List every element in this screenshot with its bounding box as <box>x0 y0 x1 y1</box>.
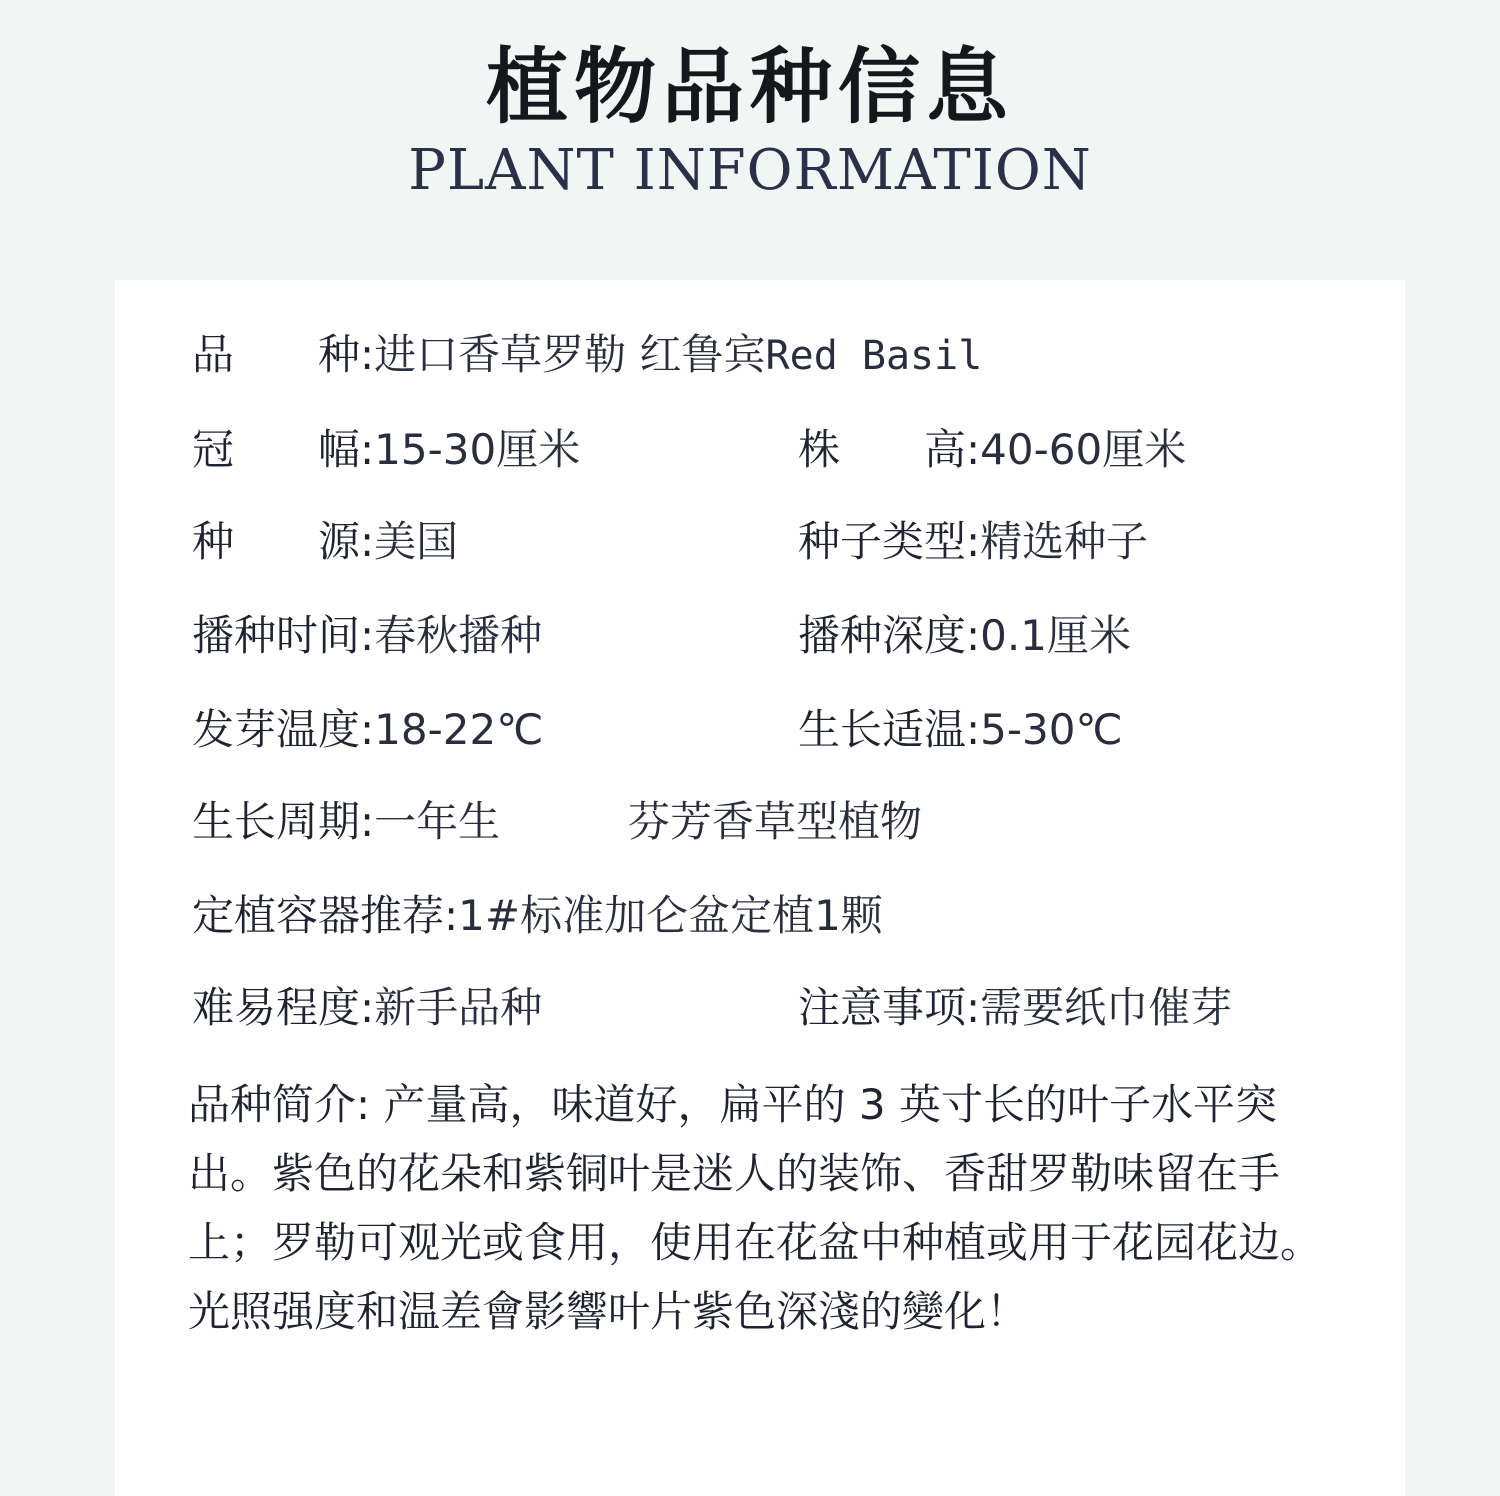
cycle-colon: : <box>360 797 375 846</box>
sowing-time-value: 春秋播种 <box>374 611 543 660</box>
variety-label: 品 种 <box>192 330 361 379</box>
intro-colon: : <box>356 1080 371 1129</box>
seed-type-label: 种子类型 <box>798 517 967 566</box>
crown-cell <box>192 420 580 480</box>
difficulty-value: 新手品种 <box>374 983 543 1032</box>
germ-temp-colon: : <box>360 705 375 754</box>
grow-temp-label: 生长适温 <box>798 705 967 754</box>
sowing-depth-label: 播种深度 <box>798 611 967 660</box>
intro-label: 品种简介 <box>188 1080 357 1129</box>
origin-value: 美国 <box>374 517 459 566</box>
variety-value-en: Red Basil <box>765 333 983 379</box>
origin-label: 种 源 <box>192 517 361 566</box>
sowing-time-label: 播种时间 <box>192 611 361 660</box>
cycle-extra: 芬芳香草型植物 <box>628 797 923 846</box>
page-subtitle: PLANT INFORMATION <box>408 138 1092 203</box>
height-label: 株 高 <box>798 425 967 474</box>
container-colon: : <box>444 891 459 940</box>
cycle-extra-cell <box>628 792 922 852</box>
variety-colon: : <box>360 330 375 379</box>
cycle-label: 生长周期 <box>192 797 361 846</box>
height-cell <box>798 420 1186 480</box>
germ-temp-value: 18-22℃ <box>374 705 544 754</box>
notes-value: 需要纸巾催芽 <box>980 983 1233 1032</box>
grow-temp-colon: : <box>966 705 981 754</box>
sowing-depth-colon: : <box>966 611 981 660</box>
grow-temp-cell <box>798 700 1123 760</box>
notes-cell <box>798 978 1232 1038</box>
grow-temp-value: 5-30℃ <box>980 705 1123 754</box>
intro-value: 产量高，味道好，扁平的 3 英寸长的叶子水平突出。紫色的花朵和紫铜叶是迷人的装饰、香甜罗勒味留在手上；罗勒可观光或食用，使用在花盆中种植或用于花园花边。光照强度和温差會影響叶片紫色深淺的變化！ <box>188 1080 1323 1336</box>
crown-value: 15-30厘米 <box>374 425 581 474</box>
crown-colon: : <box>360 425 375 474</box>
height-colon: : <box>966 425 981 474</box>
notes-colon: : <box>966 983 981 1032</box>
difficulty-cell <box>192 978 542 1038</box>
variety-value: 进口香草罗勒 红鲁宾 <box>374 330 766 379</box>
sowing-depth-value: 0.1厘米 <box>980 611 1131 660</box>
sowing-depth-cell <box>798 606 1131 666</box>
difficulty-label: 难易程度 <box>192 983 361 1032</box>
cycle-value: 一年生 <box>374 797 501 846</box>
intro-paragraph <box>188 1070 1338 1346</box>
height-value: 40-60厘米 <box>980 425 1187 474</box>
seed-type-colon: : <box>966 517 981 566</box>
germ-temp-label: 发芽温度 <box>192 705 361 754</box>
germ-temp-cell <box>192 700 543 760</box>
crown-label: 冠 幅 <box>192 425 361 474</box>
page-title: 植物品种信息 <box>485 40 1014 135</box>
origin-cell <box>192 512 458 572</box>
sowing-time-colon: : <box>360 611 375 660</box>
difficulty-colon: : <box>360 983 375 1032</box>
seed-type-value: 精选种子 <box>980 517 1149 566</box>
cycle-cell <box>192 792 500 852</box>
sowing-time-cell <box>192 606 542 666</box>
container-cell <box>192 886 883 946</box>
seed-type-cell <box>798 512 1148 572</box>
container-label: 定植容器推荐 <box>192 891 445 940</box>
container-value: 1#标准加仑盆定植1颗 <box>458 891 883 940</box>
header <box>0 0 1500 270</box>
origin-colon: : <box>360 517 375 566</box>
notes-label: 注意事项 <box>798 983 967 1032</box>
